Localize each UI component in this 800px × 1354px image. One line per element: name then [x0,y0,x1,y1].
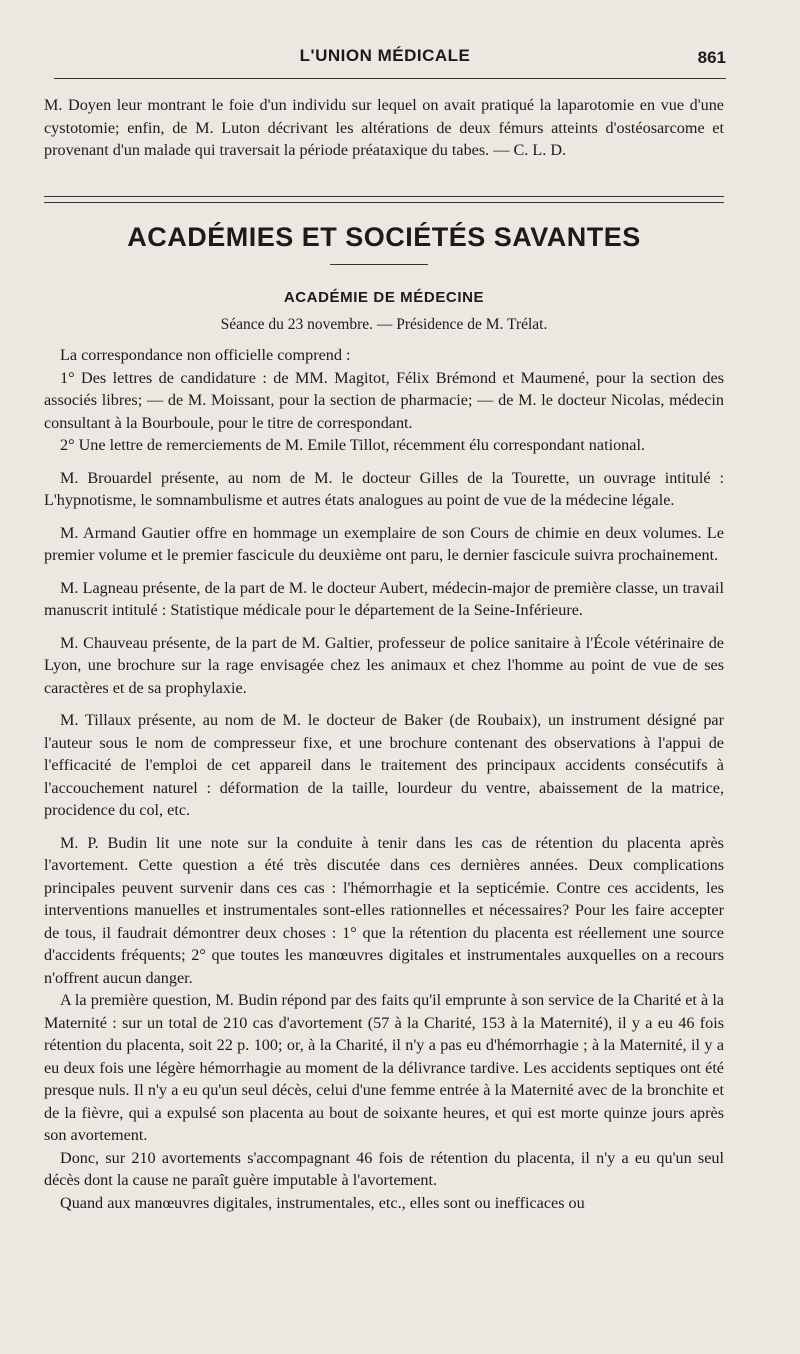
paragraph: 2° Une lettre de remerciements de M. Emile Tillot, récemment élu correspondant national. [60,436,646,454]
paragraph: Quand aux manœuvres digitales, instrumentales, etc., elles sont ou inefficaces ou [60,1193,585,1212]
intro-paragraph [44,94,724,162]
paragraph: La correspondance non officielle comprend : [60,346,351,364]
paragraph: M. Lagneau présente, de la part de M. le docteur Aubert, médecin-major de première classe, un travail manuscrit intitulé : Statistique médicale pour le département de la Seine-Inférieure. [44,578,724,619]
page-header [44,44,726,84]
section-underline [330,264,428,265]
page-number: 861 [697,48,726,67]
paragraph: M. Tillaux présente, au nom de M. le docteur de Baker (de Roubaix), un instrument désigné par l'auteur sous le nom de compresseur fixe, et une brochure contenant des observations à l'appui de l'efficacité de l'emploi de cet appareil dans le traitement des principaux accidents consécutifs à l'accouchement naturel : déformation de la taille, lourdeur du ventre, abaissement de la matrice, procidence du col, etc. [44,711,724,819]
paragraph: M. Brouardel présente, au nom de M. le docteur Gilles de la Tourette, un ouvrage intitulé : L'hypnotisme, le somnambulisme et autres états analogues au point de vue de la médecine légale. [44,468,724,509]
header-rule [54,78,726,79]
section-divider [44,196,724,203]
running-title: L'UNION MÉDICALE [299,46,471,65]
paragraph: M. Armand Gautier offre en hommage un exemplaire de son Cours de chimie en deux volumes. Le premier volume et le premier fascicule du deuxième ont paru, le dernier fascicule suivra prochainement. [44,523,724,564]
paragraph: Donc, sur 210 avortements s'accompagnant 46 fois de rétention du placenta, il n'y a eu qu'un seul décès dont la cause ne paraît guère imputable à l'avortement. [44,1148,724,1189]
paragraph: M. P. Budin lit une note sur la conduite à tenir dans les cas de rétention du placenta après l'avortement. Cette question a été très discutée dans ces dernières années. Deux complications principales peuvent survenir dans ces cas : l'hémorrhagie et la septicémie. Contre ces accidents, les interventions manuelles et instrumentales sont-elles rationnelles et nécessaires? Pour les faire accepter de tous, il faudrait démontrer deux choses : 1° que la rétention du placenta est réellement une source d'accidents fréquents; 2° que toutes les manœuvres digitales et instrumentales auxquelles on a recours n'offrent aucun danger. [44,833,724,987]
subsection-title: ACADÉMIE DE MÉDECINE [283,289,485,306]
paragraph: 1° Des lettres de candidature : de MM. Magitot, Félix Brémond et Maumené, pour la section des associés libres; — de M. Moissant, pour la section de pharmacie; — de M. le docteur Nicolas, médecin consultant à la Bourboule, pour le titre de correspondant. [44,368,724,432]
session-line: Séance du 23 novembre. — Présidence de M. Trélat. [220,316,548,333]
intro-text: M. Doyen leur montrant le foie d'un individu sur lequel on avait pratiqué la laparotomie en vue d'une cystotomie; enfin, de M. Luton décrivant les altérations de deux fémurs atteints d'ostéosarcome et provenant d'un malade qui traversait la période préataxique du tabes. — C. L. D. [44,96,724,159]
main-column [44,344,724,1214]
paragraph: A la première question, M. Budin répond par des faits qu'il emprunte à son service de la Charité et à la Maternité : sur un total de 210 cas d'avortement (57 à la Charité, 153 à la Maternité), il y a eu 46 fois rétention du placenta, soit 22 p. 100; or, à la Charité, il n'y a pas eu d'hémorrhagie ; à la Maternité, il y a eu deux fois une légère hémorrhagie au moment de la délivrance tardive. Les accidents septiques ont été presque nuls. Il n'y a eu qu'un seul décès, celui d'une femme entrée à la Maternité avec de la bronchite et de la fièvre, qui a expulsé son placenta au bout de soixante heures, et qui est morte quinze jours après son avortement. [44,991,724,1144]
section-title: ACADÉMIES ET SOCIÉTÉS SAVANTES [127,222,641,252]
paragraph: M. Chauveau présente, de la part de M. Galtier, professeur de police sanitaire à l'École vétérinaire de Lyon, une brochure sur la rage envisagée chez les animaux et chez l'homme au point de vue de ses caractères et de sa prophylaxie. [44,633,724,697]
